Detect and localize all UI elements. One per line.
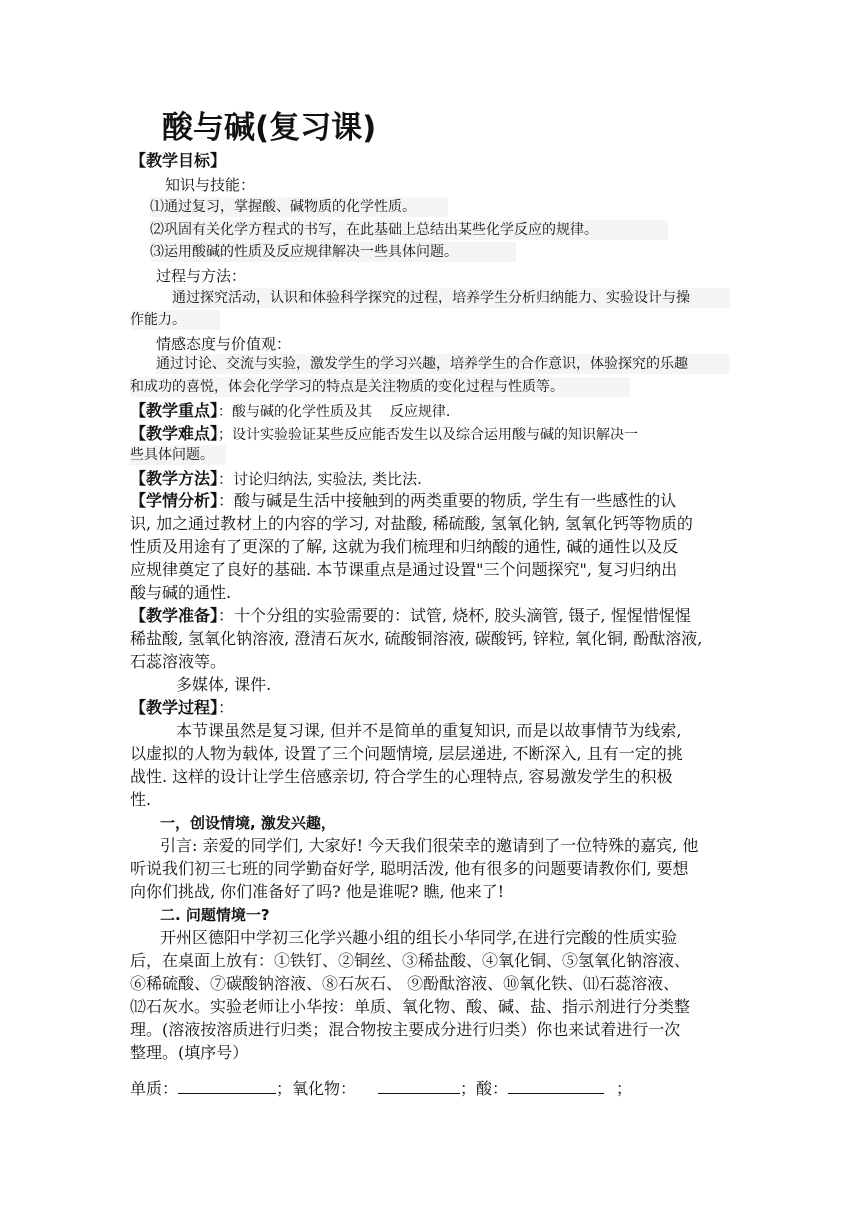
preparation-label: 【教学准备】 bbox=[130, 606, 219, 625]
analysis-line-3: 性质及用途有了更深的了解, 这就为我们梳理和归纳酸的通性, 碱的通性以及反 bbox=[130, 537, 679, 556]
page-title: 酸与碱(复习课) bbox=[162, 110, 377, 146]
fill-in-line bbox=[130, 1077, 632, 1100]
difficulties-line-2: 些具体问题。 bbox=[130, 445, 226, 465]
emotion-line-1: 通过讨论、交流与实验，激发学生的学习兴趣，培养学生的合作意识，体验探究的乐趣 bbox=[156, 354, 730, 374]
section2-line-4: ⑿石灰水。实验老师让小华按：单质、氧化物、酸、碱、盐、指示剂进行分类整 bbox=[130, 997, 691, 1016]
knowledge-item-1: ⑴通过复习，掌握酸、碱物质的化学性质。 bbox=[150, 197, 448, 217]
section1-line-3: 向你们挑战, 你们准备好了吗? 他是谁呢? 瞧, 他来了! bbox=[130, 882, 505, 901]
preparation-line-1: ：十个分组的实验需要的：试管, 烧杯, 胶头滴管, 镊子, 惺惺惜惺惺 bbox=[218, 606, 691, 625]
oxide-blank[interactable] bbox=[378, 1077, 460, 1094]
difficulties-line-1: ；设计实验验证某些反应能否发生以及综合运用酸与碱的知识解决一 bbox=[218, 427, 639, 443]
analysis-label: 【学情分析】 bbox=[130, 491, 219, 510]
fill-end: ； bbox=[616, 1079, 633, 1098]
process bbox=[130, 697, 234, 719]
section2-line-3: ⑥稀硫酸、⑦碳酸钠溶液、⑧石灰石、 ⑨酚酞溶液、⑩氧化铁、⑾石蕊溶液、 bbox=[130, 974, 680, 993]
knowledge-item-2: ⑵巩固有关化学方程式的书写，在此基础上总结出某些化学反应的规律。 bbox=[150, 220, 668, 240]
analysis-line-2: 识, 加之通过教材上的内容的学习, 对盐酸, 稀硫酸, 氢氧化钠, 氢氧化钙等物质的 bbox=[130, 514, 693, 533]
elemental-blank[interactable] bbox=[178, 1077, 276, 1094]
section1-line-1: 引言: 亲爱的同学们, 大家好! 今天我们很荣幸的邀请到了一位特殊的嘉宾, 他 bbox=[160, 836, 699, 855]
knowledge-heading: 知识与技能： bbox=[165, 176, 256, 194]
key-points-text: ：酸与碱的化学性质及其 反应规律. bbox=[218, 404, 451, 420]
emotion-line-2: 和成功的喜悦，体会化学学习的特点是关注物质的变化过程与性质等。 bbox=[130, 377, 630, 397]
process-label-suffix: ： bbox=[218, 698, 235, 717]
analysis-line-1: ：酸与碱是生活中接触到的两类重要的物质, 学生有一些感性的认 bbox=[218, 491, 677, 510]
section2-line-1: 开州区德阳中学初三化学兴趣小组的组长小华同学,在进行完酸的性质实验 bbox=[160, 928, 678, 947]
process-heading: 过程与方法： bbox=[156, 267, 247, 285]
section2-line-6: 整理。(填序号） bbox=[130, 1043, 249, 1062]
preparation bbox=[130, 605, 691, 627]
acid-blank[interactable] bbox=[508, 1077, 604, 1094]
section2-line-5: 理。(溶液按溶质进行归类；混合物按主要成分进行归类）你也来试着进行一次 bbox=[130, 1020, 681, 1039]
difficulties bbox=[130, 423, 638, 445]
section2-line-2: 后，在桌面上放有：①铁钉、②铜丝、③稀盐酸、④氧化铜、⑤氢氧化钠溶液、 bbox=[130, 951, 691, 970]
process-intro-1: 本节课虽然是复习课, 但并不是简单的重复知识, 而是以故事情节为线索, bbox=[176, 721, 682, 740]
goals-heading: 【教学目标】 bbox=[130, 151, 227, 170]
analysis-line-5: 酸与碱的通性. bbox=[130, 583, 232, 602]
elemental-label: 单质： bbox=[130, 1079, 179, 1098]
knowledge-item-3: ⑶运用酸碱的性质及反应规律解决一些具体问题。 bbox=[150, 242, 516, 262]
process-line-1: 通过探究活动，认识和体验科学探究的过程，培养学生分析归纳能力、实验设计与操 bbox=[172, 288, 730, 308]
emotion-heading: 情感态度与价值观： bbox=[156, 335, 292, 353]
methods bbox=[130, 468, 422, 490]
process-intro-2: 以虚拟的人物为载体, 设置了三个问题情境, 层层递进, 不断深入, 且有一定的挑 bbox=[130, 744, 683, 763]
analysis-line-4: 应规律奠定了良好的基础. 本节课重点是通过设置"三个问题探究", 复习归纳出 bbox=[130, 560, 678, 579]
preparation-line-3: 石蕊溶液等。 bbox=[130, 652, 227, 671]
oxide-label: ；氧化物： bbox=[276, 1079, 357, 1098]
process-label: 【教学过程】 bbox=[130, 698, 219, 717]
section2-heading: 二. 问题情境一? bbox=[160, 906, 270, 924]
preparation-media: 多媒体, 课件. bbox=[176, 675, 272, 694]
process-intro-4: 性. bbox=[130, 790, 152, 809]
acid-label: ；酸： bbox=[460, 1079, 509, 1098]
key-points bbox=[130, 400, 450, 422]
section1-line-2: 听说我们初三七班的同学勤奋好学, 聪明活泼, 他有很多的问题要请教你们, 要想 bbox=[130, 859, 689, 878]
difficulties-label: 【教学难点】 bbox=[130, 424, 219, 443]
analysis bbox=[130, 490, 676, 512]
section1-heading: 一，创设情境, 激发兴趣， bbox=[160, 814, 336, 832]
process-intro-3: 战性. 这样的设计让学生倍感亲切, 符合学生的心理特点, 容易激发学生的积极 bbox=[130, 767, 673, 786]
process-line-2: 作能力。 bbox=[130, 310, 220, 330]
preparation-line-2: 稀盐酸, 氢氧化钠溶液, 澄清石灰水, 硫酸铜溶液, 碳酸钙, 锌粒, 氧化铜, 酚酞溶液, bbox=[130, 629, 703, 648]
key-points-label: 【教学重点】 bbox=[130, 401, 219, 420]
methods-label: 【教学方法】 bbox=[130, 469, 219, 488]
methods-text: ：讨论归纳法, 实验法, 类比法. bbox=[218, 470, 422, 488]
